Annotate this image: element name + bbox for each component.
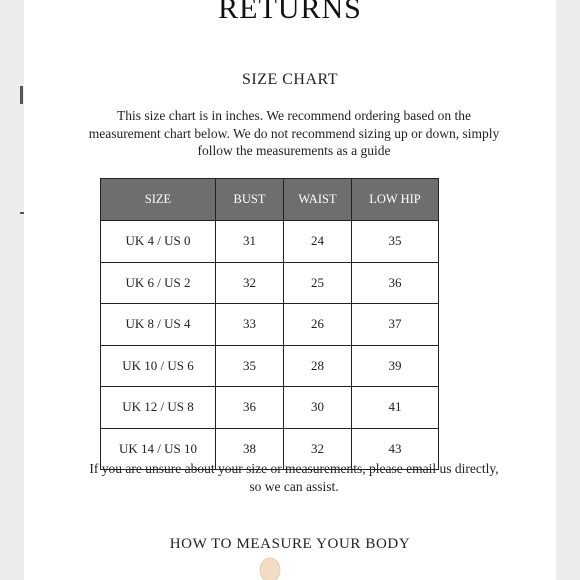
left-page-edge-mark bbox=[20, 86, 23, 104]
size-chart-intro: This size chart is in inches. We recommend ordering based on the measurement chart below. We do not recommend sizing up or down, simply follow the measurements as a guide bbox=[88, 108, 500, 158]
table-row bbox=[101, 345, 439, 387]
body-figure-icon bbox=[252, 556, 288, 580]
size-cell: UK 12 / US 8 bbox=[101, 387, 216, 429]
size-cell: UK 14 / US 10 bbox=[101, 428, 216, 470]
bust-cell: 33 bbox=[216, 304, 284, 346]
size-cell: UK 4 / US 0 bbox=[101, 221, 216, 263]
size-cell: UK 6 / US 2 bbox=[101, 262, 216, 304]
size-cell: UK 10 / US 6 bbox=[101, 345, 216, 387]
low-hip-cell: 37 bbox=[352, 304, 439, 346]
column-header-size: SIZE bbox=[101, 179, 216, 221]
bust-cell: 38 bbox=[216, 428, 284, 470]
returns-title: RETURNS bbox=[218, 0, 362, 25]
table-row bbox=[101, 221, 439, 263]
size-table-body bbox=[101, 221, 439, 470]
size-cell: UK 8 / US 4 bbox=[101, 304, 216, 346]
column-header-low-hip: LOW HIP bbox=[352, 179, 439, 221]
size-chart-heading: SIZE CHART bbox=[241, 71, 339, 88]
size-chart-outro: If you are unsure about your size or measurements, please email us directly, so we can assist. bbox=[89, 461, 499, 494]
waist-cell: 26 bbox=[284, 304, 352, 346]
table-row bbox=[101, 387, 439, 429]
figure-head bbox=[260, 558, 280, 580]
waist-cell: 24 bbox=[284, 221, 352, 263]
table-row bbox=[101, 262, 439, 304]
how-to-measure-heading: HOW TO MEASURE YOUR BODY bbox=[169, 536, 411, 552]
waist-cell: 32 bbox=[284, 428, 352, 470]
waist-cell: 25 bbox=[284, 262, 352, 304]
bust-cell: 32 bbox=[216, 262, 284, 304]
size-table-header-row bbox=[101, 179, 439, 221]
column-header-waist: WAIST bbox=[284, 179, 352, 221]
waist-cell: 28 bbox=[284, 345, 352, 387]
low-hip-cell: 43 bbox=[352, 428, 439, 470]
bust-cell: 35 bbox=[216, 345, 284, 387]
low-hip-cell: 41 bbox=[352, 387, 439, 429]
table-row bbox=[101, 304, 439, 346]
size-table bbox=[100, 178, 439, 470]
low-hip-cell: 36 bbox=[352, 262, 439, 304]
waist-cell: 30 bbox=[284, 387, 352, 429]
low-hip-cell: 35 bbox=[352, 221, 439, 263]
size-table-header bbox=[101, 179, 439, 221]
low-hip-cell: 39 bbox=[352, 345, 439, 387]
column-header-bust: BUST bbox=[216, 179, 284, 221]
bust-cell: 36 bbox=[216, 387, 284, 429]
bust-cell: 31 bbox=[216, 221, 284, 263]
right-page-edge bbox=[556, 0, 580, 580]
document-page bbox=[24, 0, 556, 580]
